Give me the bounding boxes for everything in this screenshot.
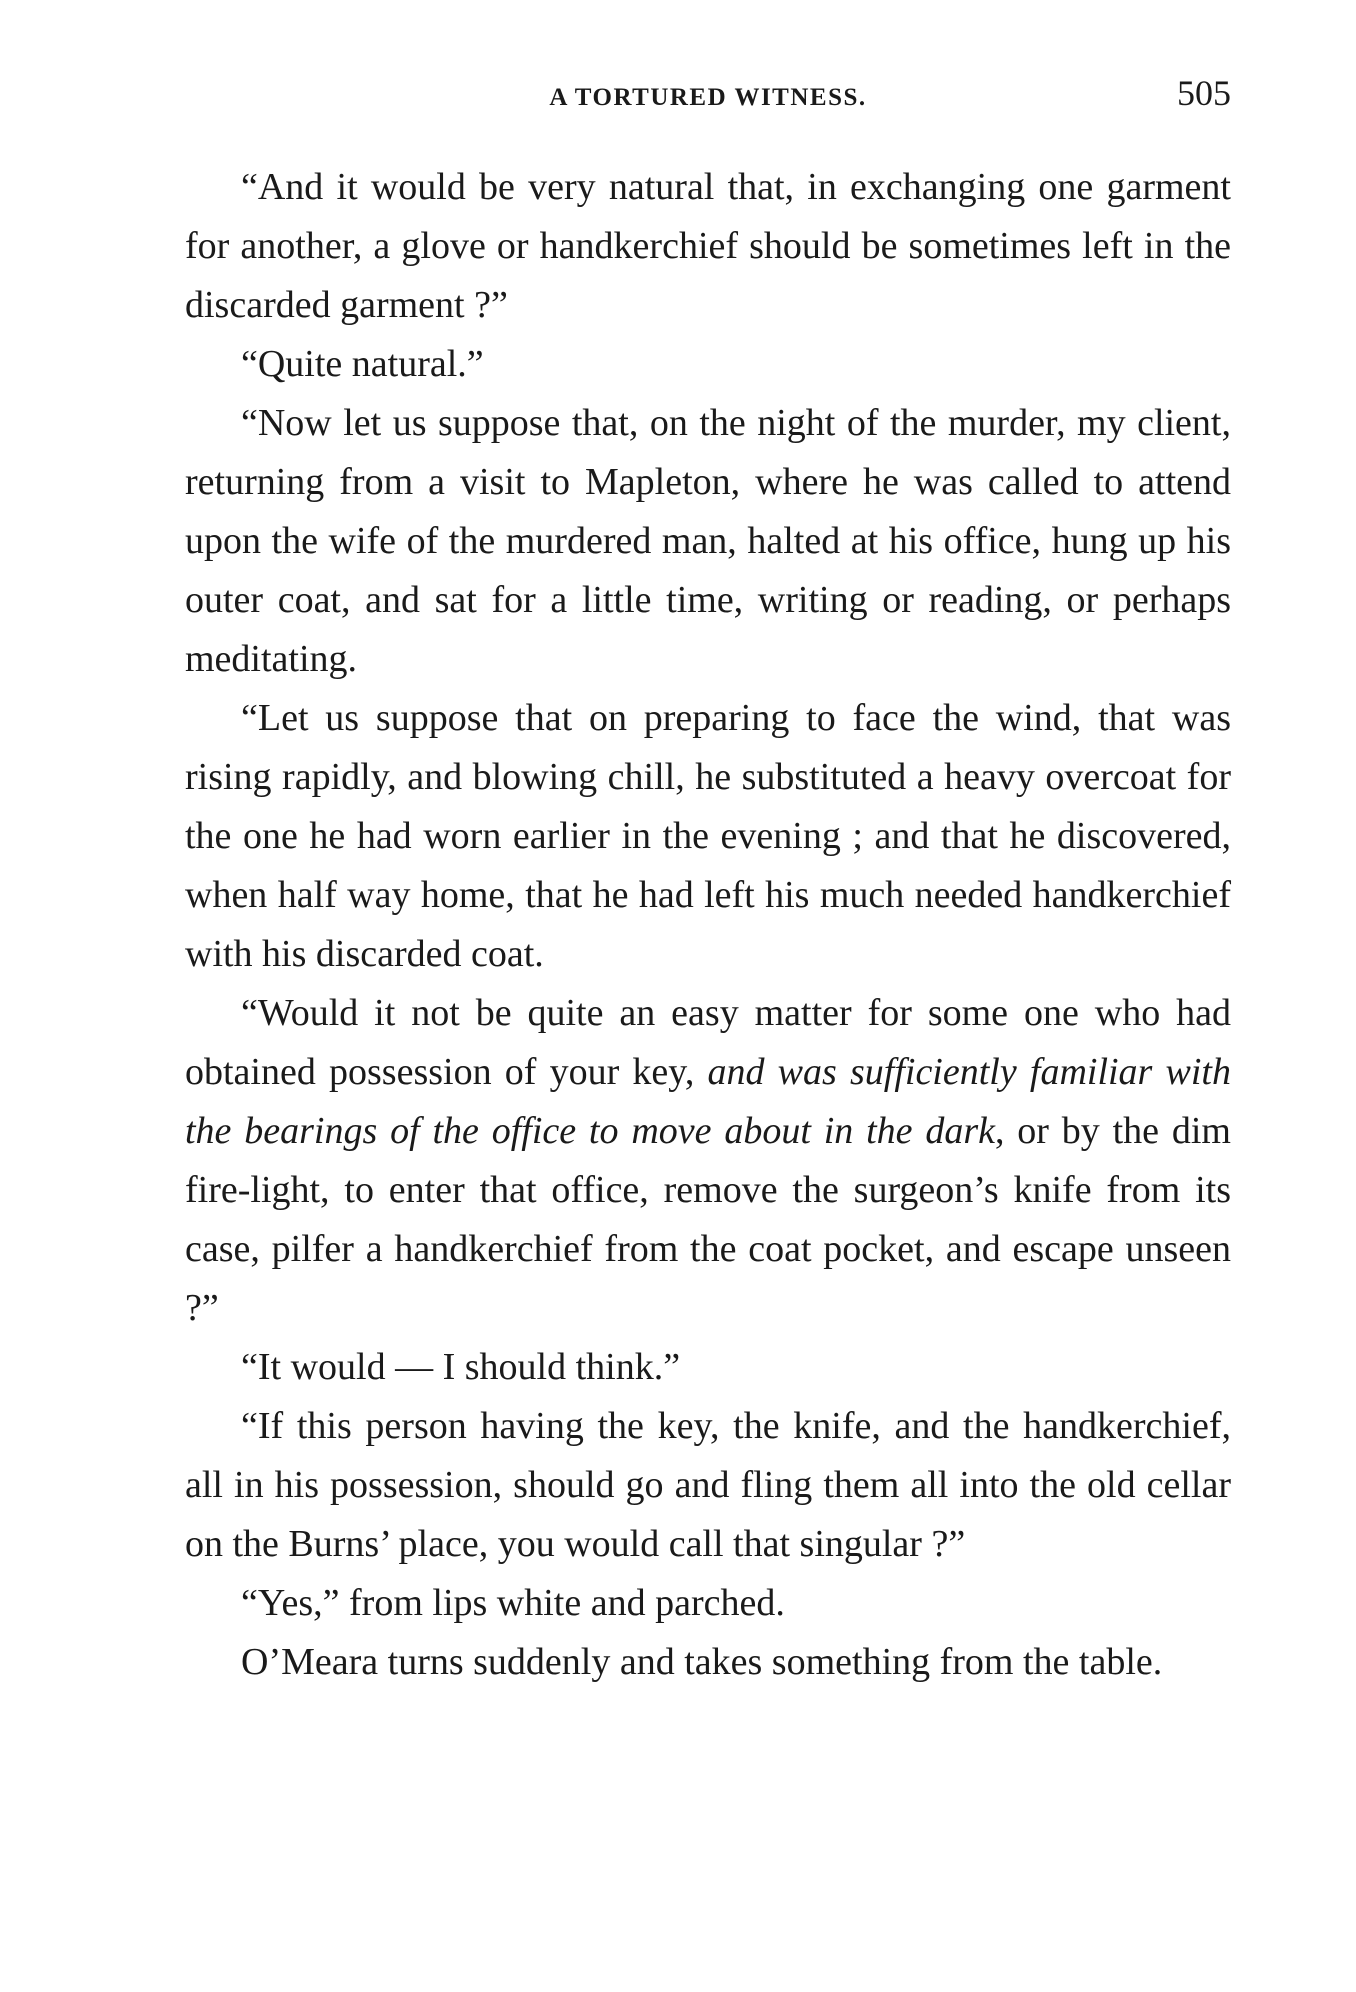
body-text [185,158,1231,1692]
paragraph-4: “Let us suppose that on preparing to face the wind, that was rising rapidly, and blowing chill, he substituted a heavy overcoat for the one he had worn earlier in the evening ; and that he discovered, when half way home, that he had left his much needed handkerchief with his discarded coat. [185,697,1231,975]
paragraph-3: “Now let us suppose that, on the night of the murder, my client, returning from a visit to Mapleton, where he was called to attend upon the wife of the murdered man, halted at his office, hung up his outer coat, and sat for a little time, writing or reading, or perhaps meditating. [185,402,1231,680]
page-number: 505 [1177,73,1231,113]
paragraph-6: “It would — I should think.” [241,1346,681,1388]
paragraph-5-start: “Would it not be quite an easy matter for some one who had obtained possession of your key, [185,992,1231,1093]
paragraph-5 [185,984,1231,1338]
paragraph-9: O’Meara turns suddenly and takes something from the table. [241,1641,1163,1683]
paragraph-7: “If this person having the key, the knife, and the handkerchief, all in his possession, should go and fling them all into the old cellar on the Burns’ place, you would call that singular ?” [185,1405,1231,1565]
running-title: A TORTURED WITNESS. [549,84,867,111]
paragraph-5-end: , or by the dim fire-light, to enter that office, remove the surgeon’s knife from its case, pilfer a handkerchief from the coat pocket, and escape unseen ?” [185,1110,1231,1329]
paragraph-2: “Quite natural.” [241,343,484,385]
paragraph-5-italic: and was sufficiently familiar with the bearings of the office to move about in the dark [185,1051,1231,1152]
paragraph-8: “Yes,” from lips white and parched. [241,1582,785,1624]
running-head [185,72,1231,128]
paragraph-1: “And it would be very natural that, in exchanging one garment for another, a glove or handkerchief should be sometimes left in the discarded garment ?” [185,166,1231,326]
